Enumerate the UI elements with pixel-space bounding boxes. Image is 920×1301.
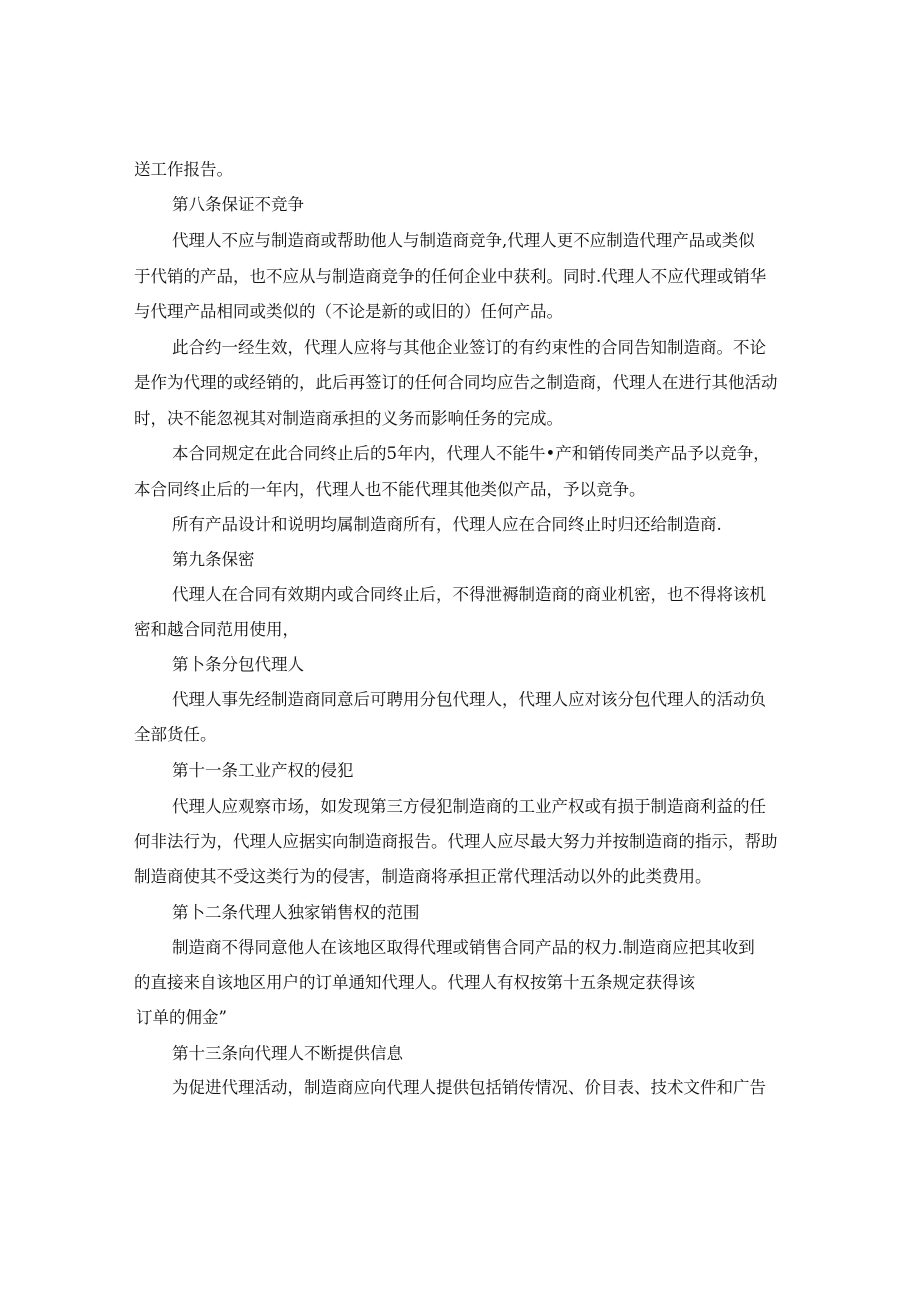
paragraph-line: 送工作报告。 — [134, 160, 233, 179]
article-heading: 第十三条向代理人不断提供信息 — [172, 1044, 403, 1063]
paragraph-line: 所有产品设计和说明均属制造商所有，代理人应在合同终止时归还给制造商. — [172, 515, 722, 534]
paragraph-line: 密和越合同范用使用， — [134, 620, 299, 639]
paragraph-line: 代理人在合同有效期内或合同终止后，不得泄褥制造商的商业机密，也不得将该机 — [172, 585, 766, 604]
paragraph-line: 本合同终止后的一年内，代理人也不能代理其他类似产品，予以竞争。 — [134, 480, 646, 499]
paragraph-line: 订单的佣金” — [136, 1008, 227, 1027]
paragraph-line: 此合约一经生效，代理人应将与其他企业签订的有约束性的合同告知制造商。不论 — [172, 338, 766, 357]
paragraph-line: 代理人应观察市场，如发现第三方侵犯制造商的工业产权或有损于制造商利益的任 — [172, 797, 766, 816]
article-heading: 第卜二条代理人独家销售权的范围 — [172, 903, 420, 922]
paragraph-line: 何非法行为，代理人应据实向制造商报告。代理人应尽最大努力并按制造商的指示，帮助 — [134, 832, 778, 851]
paragraph-line: 制造商不得同意他人在该地区取得代理或销售合同产品的权力.制造商应把其收到 — [172, 938, 755, 957]
paragraph-line: 于代销的产品，也不应从与制造商竞争的任何企业中获利。同时.代理人不应代理或销华 — [134, 267, 767, 286]
paragraph-line: 代理人事先经制造商同意后可聘用分包代理人，代理人应对该分包代理人的活动负 — [172, 690, 766, 709]
article-heading: 第卜条分包代理人 — [172, 655, 304, 674]
paragraph-line: 为促进代理活动，制造商应向代理人提供包括销传情况、价目表、技术文件和广告 — [172, 1078, 766, 1097]
paragraph-line: 代理人不应与制造商或帮助他人与制造商竞争,代理人更不应制造代理产品或类似 — [172, 231, 755, 250]
paragraph-line: 是作为代理的或经销的，此后再签订的任何合同均应告之制造商，代理人在进行其他活动 — [134, 373, 778, 392]
paragraph-line: 与代理产品相同或类似的（不论是新的或旧的）任何产品。 — [134, 302, 563, 321]
paragraph-line: 全部货任。 — [134, 725, 217, 744]
paragraph-line: 时，决不能忽视其对制造商承担的义务而影响任务的完成。 — [134, 409, 563, 428]
article-heading: 第九条保密 — [172, 550, 255, 569]
paragraph-line: 制造商使其不受这类行为的侵害，制造商将承担正常代理活动以外的此类费用。 — [134, 867, 712, 886]
article-heading: 第八条保证不竞争 — [172, 195, 304, 214]
article-heading: 第十一条工业产权的侵犯 — [172, 761, 354, 780]
paragraph-line: 的直接来自该地区用户的订单通知代理人。代理人有权按第十五条规定获得该 — [134, 973, 695, 992]
paragraph-line: 本合同规定在此合同终止后的5年内，代理人不能牛•产和销传同类产品予以竞争， — [172, 444, 770, 463]
